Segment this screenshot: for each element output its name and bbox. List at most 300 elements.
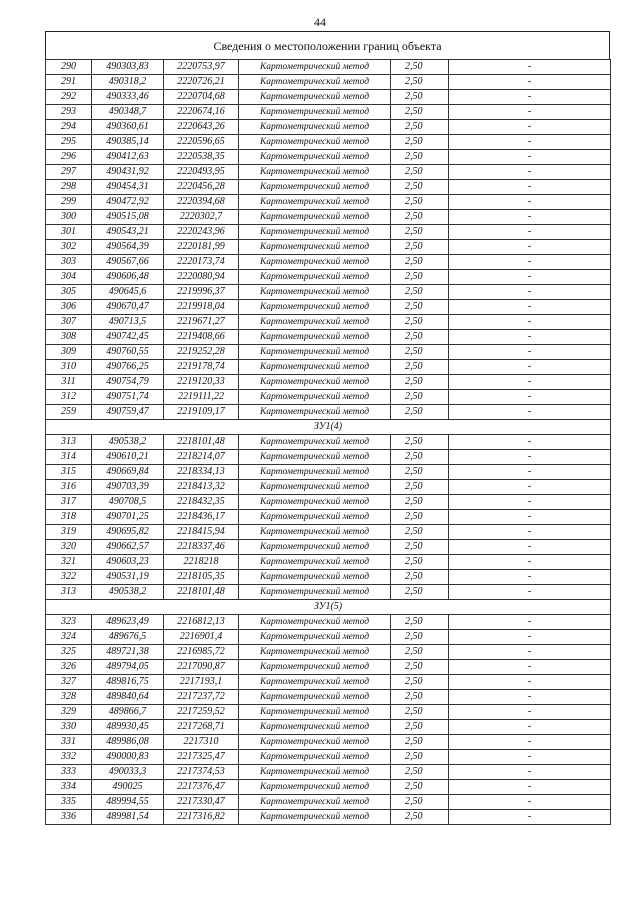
table-row [46,300,611,315]
method-cell: Картометрический метод [239,465,391,480]
description-cell: - [449,540,611,555]
accuracy-cell: 2,50 [391,285,449,300]
method-cell: Картометрический метод [239,480,391,495]
x-coordinate-cell: 490606,48 [92,270,164,285]
table-row [46,465,611,480]
y-coordinate-cell: 2220493,95 [164,165,239,180]
y-coordinate-cell: 2216985,72 [164,645,239,660]
method-cell: Картометрический метод [239,720,391,735]
table-row [46,165,611,180]
table-row [46,240,611,255]
point-number-cell: 316 [46,480,92,495]
y-coordinate-cell: 2217316,82 [164,810,239,825]
method-cell: Картометрический метод [239,810,391,825]
point-number-cell: 322 [46,570,92,585]
x-coordinate-cell: 489721,38 [92,645,164,660]
y-coordinate-cell: 2220596,65 [164,135,239,150]
x-coordinate-cell: 489930,45 [92,720,164,735]
method-cell: Картометрический метод [239,195,391,210]
accuracy-cell: 2,50 [391,690,449,705]
method-cell: Картометрический метод [239,240,391,255]
table-row [46,705,611,720]
accuracy-cell: 2,50 [391,225,449,240]
accuracy-cell: 2,50 [391,60,449,75]
point-number-cell: 324 [46,630,92,645]
x-coordinate-cell: 489986,08 [92,735,164,750]
description-cell: - [449,270,611,285]
table-row [46,135,611,150]
point-number-cell: 318 [46,510,92,525]
table-row [46,540,611,555]
x-coordinate-cell: 490742,45 [92,330,164,345]
table-row [46,105,611,120]
y-coordinate-cell: 2220080,94 [164,270,239,285]
description-cell: - [449,435,611,450]
accuracy-cell: 2,50 [391,660,449,675]
table-row [46,255,611,270]
x-coordinate-cell: 490543,21 [92,225,164,240]
y-coordinate-cell: 2217237,72 [164,690,239,705]
method-cell: Картометрический метод [239,270,391,285]
x-coordinate-cell: 490701,25 [92,510,164,525]
table-row [46,450,611,465]
y-coordinate-cell: 2220643,26 [164,120,239,135]
section-row [46,600,611,615]
y-coordinate-cell: 2220302,7 [164,210,239,225]
point-number-cell: 313 [46,435,92,450]
table-row [46,360,611,375]
y-coordinate-cell: 2219252,28 [164,345,239,360]
table-row [46,525,611,540]
accuracy-cell: 2,50 [391,675,449,690]
description-cell: - [449,585,611,600]
table-row [46,585,611,600]
table-row [46,615,611,630]
x-coordinate-cell: 490751,74 [92,390,164,405]
accuracy-cell: 2,50 [391,615,449,630]
point-number-cell: 300 [46,210,92,225]
y-coordinate-cell: 2217193,1 [164,675,239,690]
description-cell: - [449,315,611,330]
y-coordinate-cell: 2218105,35 [164,570,239,585]
table-row [46,555,611,570]
method-cell: Картометрический метод [239,360,391,375]
method-cell: Картометрический метод [239,615,391,630]
x-coordinate-cell: 490412,63 [92,150,164,165]
x-coordinate-cell: 490360,61 [92,120,164,135]
description-cell: - [449,255,611,270]
point-number-cell: 297 [46,165,92,180]
accuracy-cell: 2,50 [391,795,449,810]
section-label: ЗУ1(4) [46,420,611,435]
x-coordinate-cell: 490610,21 [92,450,164,465]
x-coordinate-cell: 490564,39 [92,240,164,255]
description-cell: - [449,225,611,240]
method-cell: Картометрический метод [239,555,391,570]
description-cell: - [449,510,611,525]
coordinates-table [45,59,611,825]
description-cell: - [449,135,611,150]
table-row [46,375,611,390]
point-number-cell: 304 [46,270,92,285]
y-coordinate-cell: 2217374,53 [164,765,239,780]
point-number-cell: 319 [46,525,92,540]
x-coordinate-cell: 490567,66 [92,255,164,270]
x-coordinate-cell: 490766,25 [92,360,164,375]
point-number-cell: 317 [46,495,92,510]
accuracy-cell: 2,50 [391,210,449,225]
x-coordinate-cell: 489623,49 [92,615,164,630]
table-row [46,285,611,300]
table-row [46,270,611,285]
description-cell: - [449,705,611,720]
description-cell: - [449,360,611,375]
x-coordinate-cell: 490662,57 [92,540,164,555]
accuracy-cell: 2,50 [391,330,449,345]
description-cell: - [449,330,611,345]
point-number-cell: 328 [46,690,92,705]
point-number-cell: 314 [46,450,92,465]
table-row [46,480,611,495]
y-coordinate-cell: 2218218 [164,555,239,570]
y-coordinate-cell: 2219408,66 [164,330,239,345]
method-cell: Картометрический метод [239,510,391,525]
point-number-cell: 313 [46,585,92,600]
point-number-cell: 290 [46,60,92,75]
description-cell: - [449,735,611,750]
point-number-cell: 291 [46,75,92,90]
x-coordinate-cell: 490603,23 [92,555,164,570]
boundary-document [45,31,610,825]
point-number-cell: 310 [46,360,92,375]
table-row [46,75,611,90]
table-row [46,675,611,690]
point-number-cell: 329 [46,705,92,720]
description-cell: - [449,285,611,300]
y-coordinate-cell: 2218214,07 [164,450,239,465]
x-coordinate-cell: 490303,83 [92,60,164,75]
description-cell: - [449,570,611,585]
y-coordinate-cell: 2218413,32 [164,480,239,495]
point-number-cell: 305 [46,285,92,300]
table-row [46,645,611,660]
method-cell: Картометрический метод [239,375,391,390]
point-number-cell: 306 [46,300,92,315]
accuracy-cell: 2,50 [391,315,449,330]
x-coordinate-cell: 490385,14 [92,135,164,150]
table-row [46,765,611,780]
accuracy-cell: 2,50 [391,75,449,90]
x-coordinate-cell: 490454,31 [92,180,164,195]
accuracy-cell: 2,50 [391,240,449,255]
method-cell: Картометрический метод [239,180,391,195]
description-cell: - [449,390,611,405]
table-row [46,390,611,405]
method-cell: Картометрический метод [239,525,391,540]
description-cell: - [449,90,611,105]
point-number-cell: 312 [46,390,92,405]
table-row [46,90,611,105]
accuracy-cell: 2,50 [391,450,449,465]
method-cell: Картометрический метод [239,780,391,795]
x-coordinate-cell: 490670,47 [92,300,164,315]
accuracy-cell: 2,50 [391,705,449,720]
x-coordinate-cell: 490033,3 [92,765,164,780]
point-number-cell: 295 [46,135,92,150]
page-number: 44 [314,15,326,29]
table-row [46,690,611,705]
x-coordinate-cell: 489981,54 [92,810,164,825]
point-number-cell: 323 [46,615,92,630]
table-row [46,150,611,165]
method-cell: Картометрический метод [239,90,391,105]
accuracy-cell: 2,50 [391,195,449,210]
y-coordinate-cell: 2220243,96 [164,225,239,240]
table-row [46,330,611,345]
point-number-cell: 308 [46,330,92,345]
method-cell: Картометрический метод [239,390,391,405]
point-number-cell: 335 [46,795,92,810]
method-cell: Картометрический метод [239,495,391,510]
description-cell: - [449,555,611,570]
x-coordinate-cell: 490708,5 [92,495,164,510]
accuracy-cell: 2,50 [391,480,449,495]
accuracy-cell: 2,50 [391,405,449,420]
table-row [46,660,611,675]
table-row [46,435,611,450]
description-cell: - [449,780,611,795]
accuracy-cell: 2,50 [391,90,449,105]
x-coordinate-cell: 490538,2 [92,435,164,450]
point-number-cell: 301 [46,225,92,240]
x-coordinate-cell: 490759,47 [92,405,164,420]
method-cell: Картометрический метод [239,300,391,315]
description-cell: - [449,690,611,705]
y-coordinate-cell: 2220456,28 [164,180,239,195]
description-cell: - [449,630,611,645]
point-number-cell: 321 [46,555,92,570]
x-coordinate-cell: 490472,92 [92,195,164,210]
method-cell: Картометрический метод [239,285,391,300]
point-number-cell: 334 [46,780,92,795]
point-number-cell: 294 [46,120,92,135]
table-row [46,570,611,585]
description-cell: - [449,240,611,255]
description-cell: - [449,405,611,420]
x-coordinate-cell: 490515,08 [92,210,164,225]
y-coordinate-cell: 2219109,17 [164,405,239,420]
method-cell: Картометрический метод [239,735,391,750]
accuracy-cell: 2,50 [391,555,449,570]
point-number-cell: 325 [46,645,92,660]
point-number-cell: 309 [46,345,92,360]
description-cell: - [449,675,611,690]
x-coordinate-cell: 490431,92 [92,165,164,180]
section-label: ЗУ1(5) [46,600,611,615]
y-coordinate-cell: 2220753,97 [164,60,239,75]
method-cell: Картометрический метод [239,795,391,810]
table-row [46,780,611,795]
y-coordinate-cell: 2219111,22 [164,390,239,405]
x-coordinate-cell: 490669,84 [92,465,164,480]
y-coordinate-cell: 2219918,04 [164,300,239,315]
description-cell: - [449,165,611,180]
x-coordinate-cell: 490695,82 [92,525,164,540]
y-coordinate-cell: 2220394,68 [164,195,239,210]
accuracy-cell: 2,50 [391,390,449,405]
point-number-cell: 259 [46,405,92,420]
x-coordinate-cell: 489794,05 [92,660,164,675]
point-number-cell: 327 [46,675,92,690]
description-cell: - [449,105,611,120]
point-number-cell: 292 [46,90,92,105]
table-row [46,180,611,195]
point-number-cell: 296 [46,150,92,165]
accuracy-cell: 2,50 [391,120,449,135]
description-cell: - [449,300,611,315]
method-cell: Картометрический метод [239,255,391,270]
accuracy-cell: 2,50 [391,570,449,585]
description-cell: - [449,345,611,360]
point-number-cell: 298 [46,180,92,195]
accuracy-cell: 2,50 [391,465,449,480]
description-cell: - [449,795,611,810]
accuracy-cell: 2,50 [391,180,449,195]
point-number-cell: 299 [46,195,92,210]
accuracy-cell: 2,50 [391,720,449,735]
y-coordinate-cell: 2217268,71 [164,720,239,735]
description-cell: - [449,495,611,510]
accuracy-cell: 2,50 [391,135,449,150]
description-cell: - [449,615,611,630]
x-coordinate-cell: 490531,19 [92,570,164,585]
accuracy-cell: 2,50 [391,540,449,555]
accuracy-cell: 2,50 [391,810,449,825]
method-cell: Картометрический метод [239,120,391,135]
accuracy-cell: 2,50 [391,150,449,165]
table-row [46,120,611,135]
accuracy-cell: 2,50 [391,495,449,510]
table-row [46,315,611,330]
table-row [46,750,611,765]
method-cell: Картометрический метод [239,330,391,345]
y-coordinate-cell: 2217090,87 [164,660,239,675]
y-coordinate-cell: 2217325,47 [164,750,239,765]
accuracy-cell: 2,50 [391,300,449,315]
table-row [46,720,611,735]
method-cell: Картометрический метод [239,540,391,555]
y-coordinate-cell: 2217259,52 [164,705,239,720]
y-coordinate-cell: 2217330,47 [164,795,239,810]
accuracy-cell: 2,50 [391,780,449,795]
method-cell: Картометрический метод [239,690,391,705]
point-number-cell: 320 [46,540,92,555]
description-cell: - [449,720,611,735]
method-cell: Картометрический метод [239,345,391,360]
description-cell: - [449,810,611,825]
method-cell: Картометрический метод [239,60,391,75]
y-coordinate-cell: 2216901,4 [164,630,239,645]
accuracy-cell: 2,50 [391,165,449,180]
accuracy-cell: 2,50 [391,105,449,120]
table-title: Сведения о местоположении границ объекта [45,31,610,59]
y-coordinate-cell: 2218337,46 [164,540,239,555]
description-cell: - [449,765,611,780]
point-number-cell: 311 [46,375,92,390]
y-coordinate-cell: 2216812,13 [164,615,239,630]
table-row [46,795,611,810]
accuracy-cell: 2,50 [391,375,449,390]
method-cell: Картометрический метод [239,645,391,660]
y-coordinate-cell: 2218101,48 [164,435,239,450]
x-coordinate-cell: 490703,39 [92,480,164,495]
table-row [46,225,611,240]
method-cell: Картометрический метод [239,315,391,330]
accuracy-cell: 2,50 [391,510,449,525]
accuracy-cell: 2,50 [391,360,449,375]
point-number-cell: 315 [46,465,92,480]
point-number-cell: 293 [46,105,92,120]
method-cell: Картометрический метод [239,675,391,690]
point-number-cell: 330 [46,720,92,735]
y-coordinate-cell: 2220181,99 [164,240,239,255]
y-coordinate-cell: 2220726,21 [164,75,239,90]
method-cell: Картометрический метод [239,225,391,240]
method-cell: Картометрический метод [239,210,391,225]
method-cell: Картометрический метод [239,75,391,90]
y-coordinate-cell: 2220674,16 [164,105,239,120]
accuracy-cell: 2,50 [391,585,449,600]
description-cell: - [449,480,611,495]
y-coordinate-cell: 2218432,35 [164,495,239,510]
accuracy-cell: 2,50 [391,270,449,285]
method-cell: Картометрический метод [239,705,391,720]
accuracy-cell: 2,50 [391,345,449,360]
table-row [46,60,611,75]
point-number-cell: 326 [46,660,92,675]
x-coordinate-cell: 490760,55 [92,345,164,360]
accuracy-cell: 2,50 [391,750,449,765]
y-coordinate-cell: 2220704,68 [164,90,239,105]
coordinates-table-body [46,60,611,825]
y-coordinate-cell: 2219120,33 [164,375,239,390]
method-cell: Картометрический метод [239,150,391,165]
method-cell: Картометрический метод [239,105,391,120]
table-row [46,510,611,525]
accuracy-cell: 2,50 [391,630,449,645]
x-coordinate-cell: 489840,64 [92,690,164,705]
accuracy-cell: 2,50 [391,435,449,450]
point-number-cell: 331 [46,735,92,750]
method-cell: Картометрический метод [239,450,391,465]
method-cell: Картометрический метод [239,570,391,585]
method-cell: Картометрический метод [239,660,391,675]
y-coordinate-cell: 2217310 [164,735,239,750]
description-cell: - [449,75,611,90]
description-cell: - [449,450,611,465]
x-coordinate-cell: 489676,5 [92,630,164,645]
x-coordinate-cell: 490348,7 [92,105,164,120]
method-cell: Картометрический метод [239,585,391,600]
description-cell: - [449,525,611,540]
description-cell: - [449,465,611,480]
description-cell: - [449,375,611,390]
accuracy-cell: 2,50 [391,255,449,270]
x-coordinate-cell: 490333,46 [92,90,164,105]
point-number-cell: 303 [46,255,92,270]
y-coordinate-cell: 2218101,48 [164,585,239,600]
y-coordinate-cell: 2219996,37 [164,285,239,300]
